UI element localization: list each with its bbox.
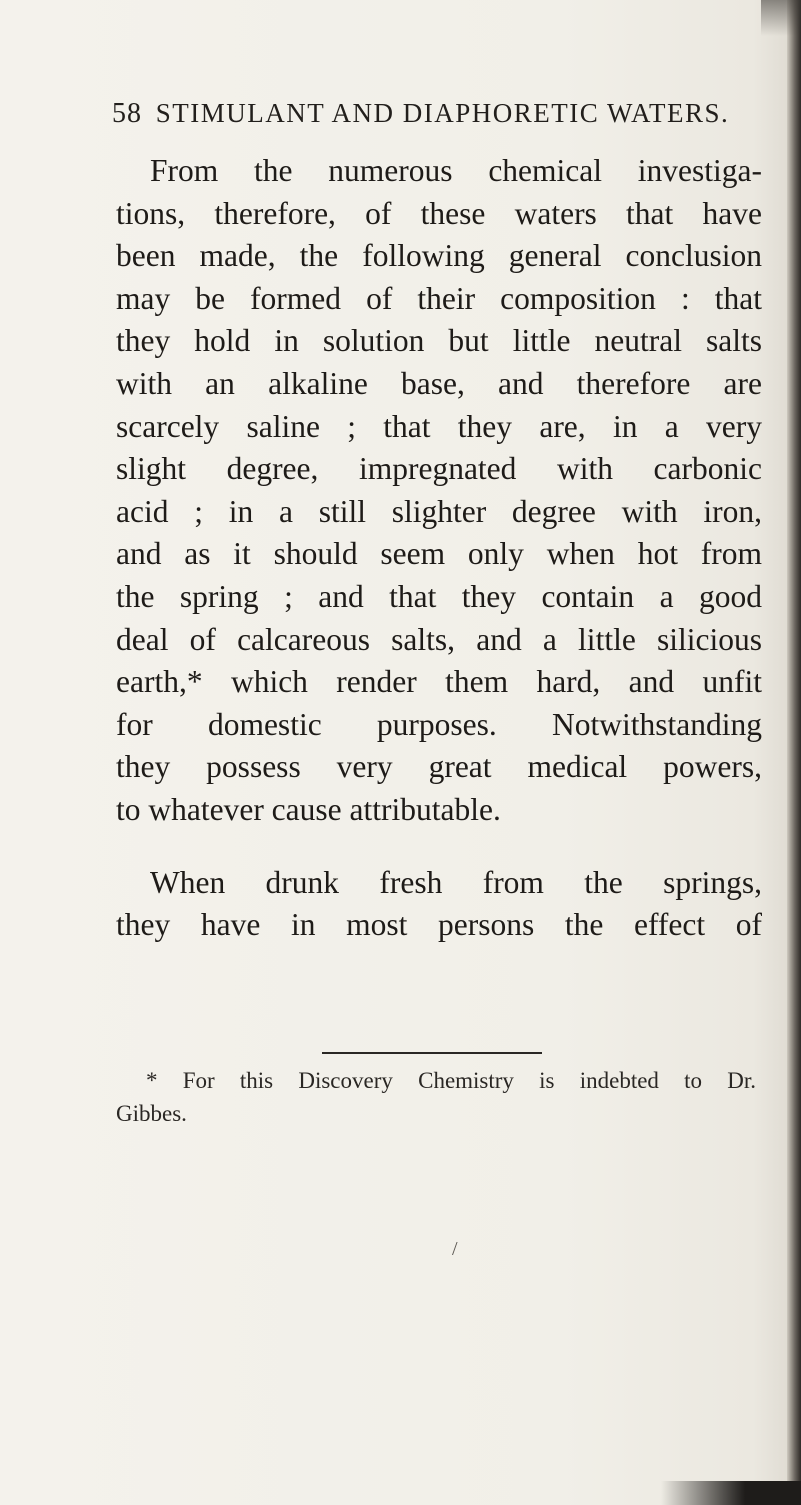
page-shadow (661, 1481, 801, 1505)
binding-edge (787, 0, 801, 1505)
paragraph-gap (116, 832, 762, 862)
text-line: slight degree, impregnated with carbonic (116, 451, 762, 487)
text-line: acid ; in a still slighter degree with iron, (116, 493, 762, 529)
text-line: for domestic purposes. Notwithstanding (116, 706, 762, 742)
text-line: scarcely saline ; that they are, in a very (116, 408, 762, 444)
footnote-rule (322, 1052, 542, 1054)
running-head (112, 98, 752, 130)
text-line: From the numerous chemical investiga- (150, 153, 762, 188)
footnote-line: Gibbes. (116, 1101, 187, 1126)
text-line: earth,* which render them hard, and unfit (116, 664, 762, 700)
text-line: with an alkaline base, and therefore are (116, 365, 762, 401)
stray-mark: / (452, 1238, 458, 1260)
text-line: they hold in solution but little neutral salts (116, 323, 762, 359)
page-shadow (761, 0, 801, 36)
text-line: to whatever cause attributable. (116, 791, 501, 827)
paragraph-1 (116, 150, 762, 832)
footnote (116, 1064, 756, 1130)
page-number: 58 (112, 98, 142, 129)
paragraph-2 (116, 862, 762, 947)
text-line: they have in most persons the effect of (116, 907, 762, 943)
body-text (116, 150, 762, 947)
text-line: deal of calcareous salts, and a little silicious (116, 621, 762, 657)
text-line: the spring ; and that they contain a good (116, 578, 762, 614)
running-head-title: STIMULANT AND DIAPHORETIC WATERS. (155, 98, 730, 128)
text-line: When drunk fresh from the springs, (150, 864, 762, 900)
text-line: tions, therefore, of these waters that have (116, 195, 762, 231)
text-line: and as it should seem only when hot from (116, 536, 762, 572)
text-line: may be formed of their composition : that (116, 280, 762, 316)
text-line: been made, the following general conclusion (116, 238, 762, 274)
footnote-line: * For this Discovery Chemistry is indebted to Dr. (146, 1068, 756, 1093)
text-line: they possess very great medical powers, (116, 749, 762, 785)
